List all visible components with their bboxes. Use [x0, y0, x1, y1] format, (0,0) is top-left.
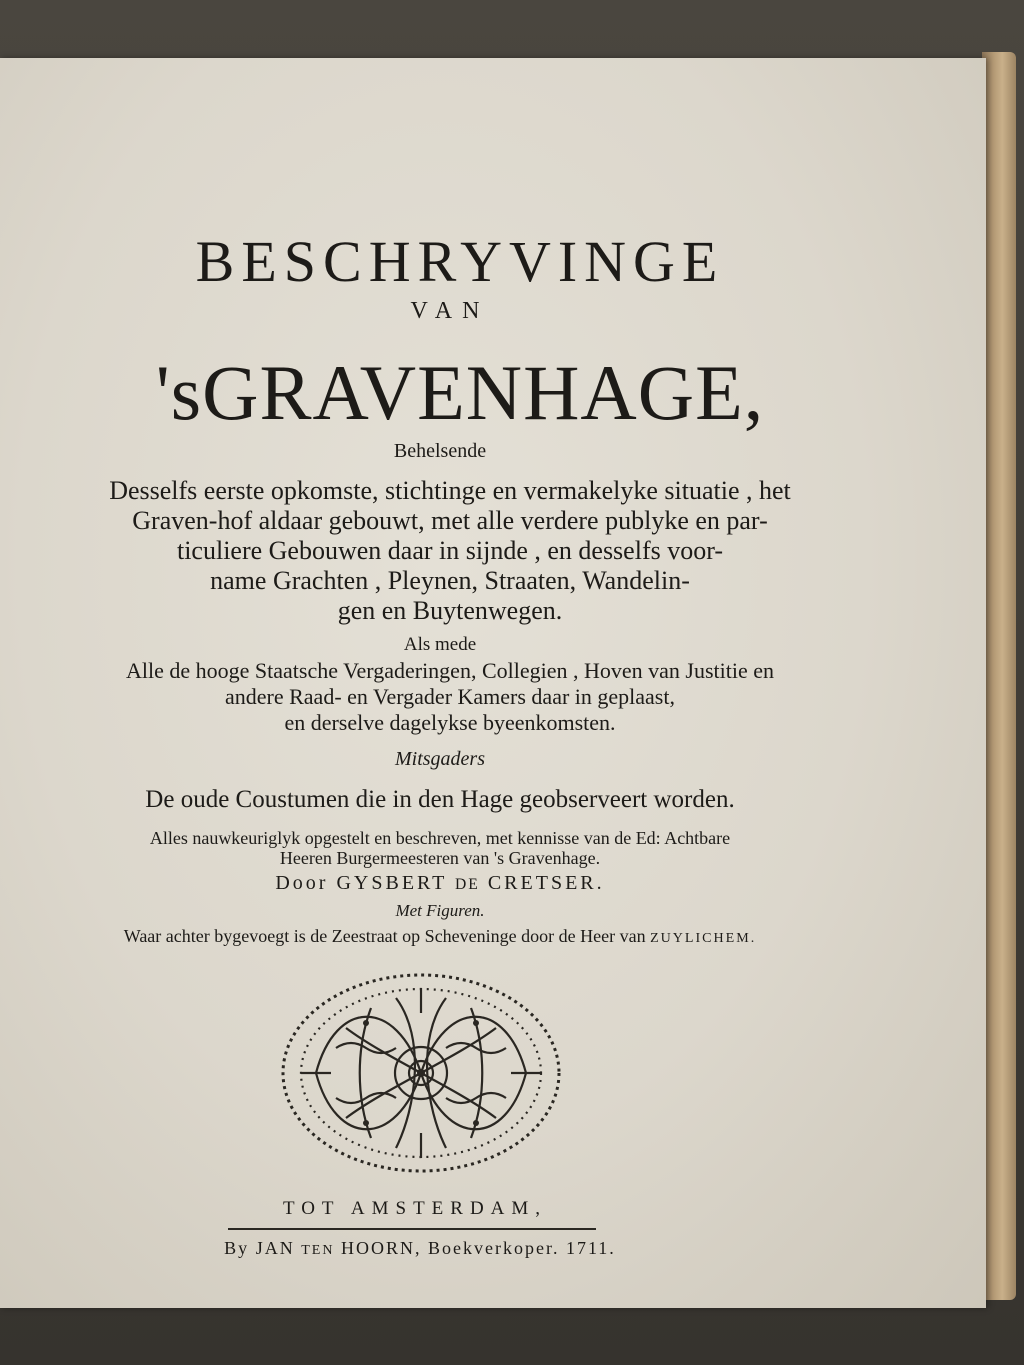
author-prefix: Door — [275, 872, 329, 894]
title-line-3: 'sGRAVENHAGE, — [155, 349, 765, 436]
imprint-by: By — [224, 1238, 250, 1258]
compiled-note — [0, 828, 890, 868]
mitsgaders-heading: Mitsgaders — [395, 748, 485, 770]
book-binding-edge — [982, 52, 1016, 1300]
imprint-place: TOT AMSTERDAM, — [282, 1198, 548, 1219]
imprint-rule — [228, 1228, 596, 1230]
title-page — [0, 58, 986, 1308]
assemblies-line: en derselve dagelykse byeenkomsten. — [284, 710, 616, 735]
appendix-author: ZUYLICHEM. — [650, 930, 757, 946]
description-line: Graven-hof aldaar gebouwt, met alle verdere publyke en par- — [132, 506, 768, 535]
description-line: name Grachten , Pleynen, Straaten, Wandelin- — [210, 566, 690, 595]
appendix-text: Waar achter bygevoegt is de Zeestraat op Scheveninge door de Heer van — [123, 926, 646, 946]
printer-last-name: HOORN, — [340, 1238, 422, 1258]
assemblies-block — [0, 658, 900, 736]
compiled-note-line: Heeren Burgermeesteren van 's Gravenhage. — [279, 848, 601, 868]
als-mede-heading: Als mede — [403, 634, 477, 655]
subtitle: Behelsende — [393, 440, 487, 462]
printer-first-name: JAN — [255, 1238, 295, 1258]
printer-trade: Boekverkoper. — [428, 1238, 560, 1258]
printer-particle: TEN — [301, 1242, 335, 1258]
assemblies-line: Alle de hooge Staatsche Vergaderingen, Collegien , Hoven van Justitie en — [125, 658, 775, 683]
author-particle: DE — [455, 876, 480, 893]
description-line: Desselfs eerste opkomste, stichtinge en vermakelyke situatie , het — [109, 476, 791, 505]
author-first-name: GYSBERT — [336, 872, 448, 894]
title-line-1: BESCHRYVINGE — [195, 229, 725, 294]
description-block — [0, 476, 900, 626]
description-line: gen en Buytenwegen. — [337, 596, 563, 625]
imprint-year: 1711. — [565, 1238, 616, 1258]
printers-monogram-ornament-icon — [276, 968, 566, 1178]
assemblies-line: andere Raad- en Vergader Kamers daar in geplaast, — [225, 684, 675, 709]
compiled-note-line: Alles nauwkeuriglyk opgestelt en beschreven, met kennisse van de Ed: Achtbare — [149, 828, 731, 848]
description-line: ticuliere Gebouwen daar in sijnde , en desselfs voor- — [176, 536, 724, 565]
author-line — [0, 872, 890, 895]
customs-line: De oude Coustumen die in den Hage geobserveert worden. — [145, 786, 735, 813]
title-line-2: VAN — [410, 298, 490, 324]
imprint-line — [0, 1238, 870, 1259]
figures-note: Met Figuren. — [395, 901, 485, 920]
author-last-name: CRETSER. — [487, 872, 605, 894]
appendix-note — [0, 926, 890, 947]
